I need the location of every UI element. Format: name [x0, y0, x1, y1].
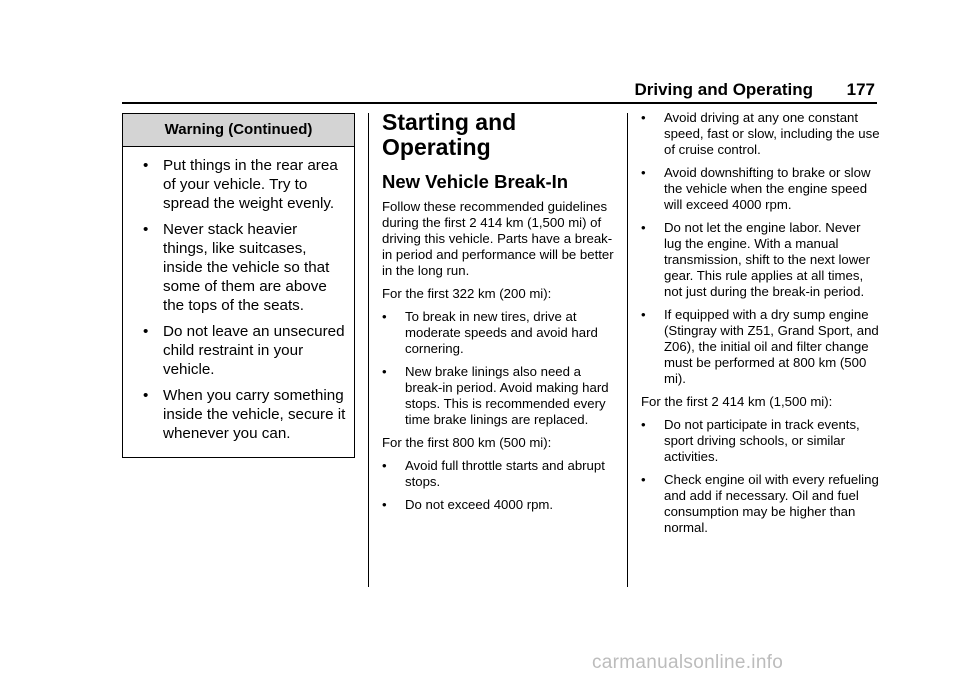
- bullet-icon: •: [641, 307, 646, 322]
- list-item: [641, 165, 881, 213]
- list-item-text: Do not participate in track events, sport driving schools, or similar activities.: [664, 417, 860, 464]
- warning-item: [133, 322, 346, 379]
- list-item: [641, 307, 881, 387]
- warning-item: [133, 386, 346, 443]
- warning-item: [133, 156, 346, 213]
- first-800-label: For the first 800 km (500 mi):: [382, 435, 552, 450]
- first-2414-label: For the first 2 414 km (1,500 mi):: [641, 394, 833, 409]
- list-item-text: Do not exceed 4000 rpm.: [405, 497, 554, 512]
- first-2414-list: [641, 417, 881, 536]
- warning-item-text: Never stack heavier things, like suitcases, inside the vehicle so that some of them are above the tops of the seats.: [163, 221, 330, 314]
- bullet-icon: •: [641, 220, 646, 235]
- first-322-label: For the first 322 km (200 mi):: [382, 286, 552, 301]
- subsection-heading: New Vehicle Break-In: [382, 171, 569, 192]
- bullet-icon: •: [382, 497, 387, 512]
- bullet-icon: •: [143, 157, 149, 174]
- warning-item-text: Put things in the rear area of your vehicle. Try to spread the weight evenly.: [163, 157, 338, 212]
- list-item-text: New brake linings also need a break-in period. Avoid making hard stops. This is recommended every time brake linings are replaced.: [405, 364, 609, 427]
- bullet-icon: •: [382, 309, 387, 324]
- list-item-text: Avoid full throttle starts and abrupt stops.: [405, 458, 605, 489]
- list-item-text: Avoid downshifting to brake or slow the vehicle when the engine speed will exceed 4000 rpm.: [664, 165, 871, 212]
- bullet-icon: •: [143, 221, 149, 238]
- list-item: [641, 472, 881, 536]
- warning-title: Warning (Continued): [123, 114, 354, 147]
- driving-tips-list: [641, 110, 881, 387]
- bullet-icon: •: [143, 387, 149, 404]
- bullet-icon: •: [382, 458, 387, 473]
- list-item: [382, 497, 620, 513]
- list-item-text: To break in new tires, drive at moderate speeds and avoid hard cornering.: [405, 309, 598, 356]
- list-item: [382, 309, 620, 357]
- section-title: Driving and Operating: [634, 80, 813, 99]
- warning-item-text: When you carry something inside the vehicle, secure it whenever you can.: [163, 387, 346, 442]
- list-item-text: Check engine oil with every refueling and add if necessary. Oil and fuel consumption may be higher than normal.: [664, 472, 879, 535]
- list-item: [382, 364, 620, 428]
- list-item: [641, 417, 881, 465]
- list-item: [641, 110, 881, 158]
- bullet-icon: •: [143, 323, 149, 340]
- column-divider: [368, 113, 369, 587]
- bullet-icon: •: [641, 110, 646, 125]
- bullet-icon: •: [641, 165, 646, 180]
- list-item-text: Avoid driving at any one constant speed, fast or slow, including the use of cruise control.: [664, 110, 880, 157]
- page-number: 177: [846, 80, 875, 99]
- middle-column: [382, 110, 620, 520]
- section-heading: Starting and Operating: [382, 109, 517, 160]
- first-322-list: [382, 309, 620, 428]
- first-800-list: [382, 458, 620, 513]
- column-divider: [627, 113, 628, 587]
- warning-item-text: Do not leave an unsecured child restraint in your vehicle.: [163, 323, 345, 378]
- bullet-icon: •: [641, 472, 646, 487]
- list-item-text: Do not let the engine labor. Never lug the engine. With a manual transmission, shift to the next lower gear. This rule applies at all times, not just during the break-in period.: [664, 220, 870, 299]
- list-item-text: If equipped with a dry sump engine (Stingray with Z51, Grand Sport, and Z06), the initial oil and filter change must be performed at 800 km (500 mi).: [664, 307, 879, 386]
- list-item: [641, 220, 881, 300]
- bullet-icon: •: [382, 364, 387, 379]
- page-header: [122, 80, 877, 104]
- list-item: [382, 458, 620, 490]
- intro-paragraph: Follow these recommended guidelines during the first 2 414 km (1,500 mi) of driving this vehicle. Parts have a break-in period and performance will be better in the long run.: [382, 199, 614, 278]
- warning-item: [133, 220, 346, 315]
- watermark: carmanualsonline.info: [592, 652, 784, 673]
- warning-list: [123, 147, 354, 443]
- warning-box: [122, 113, 355, 458]
- right-column: [641, 110, 881, 543]
- bullet-icon: •: [641, 417, 646, 432]
